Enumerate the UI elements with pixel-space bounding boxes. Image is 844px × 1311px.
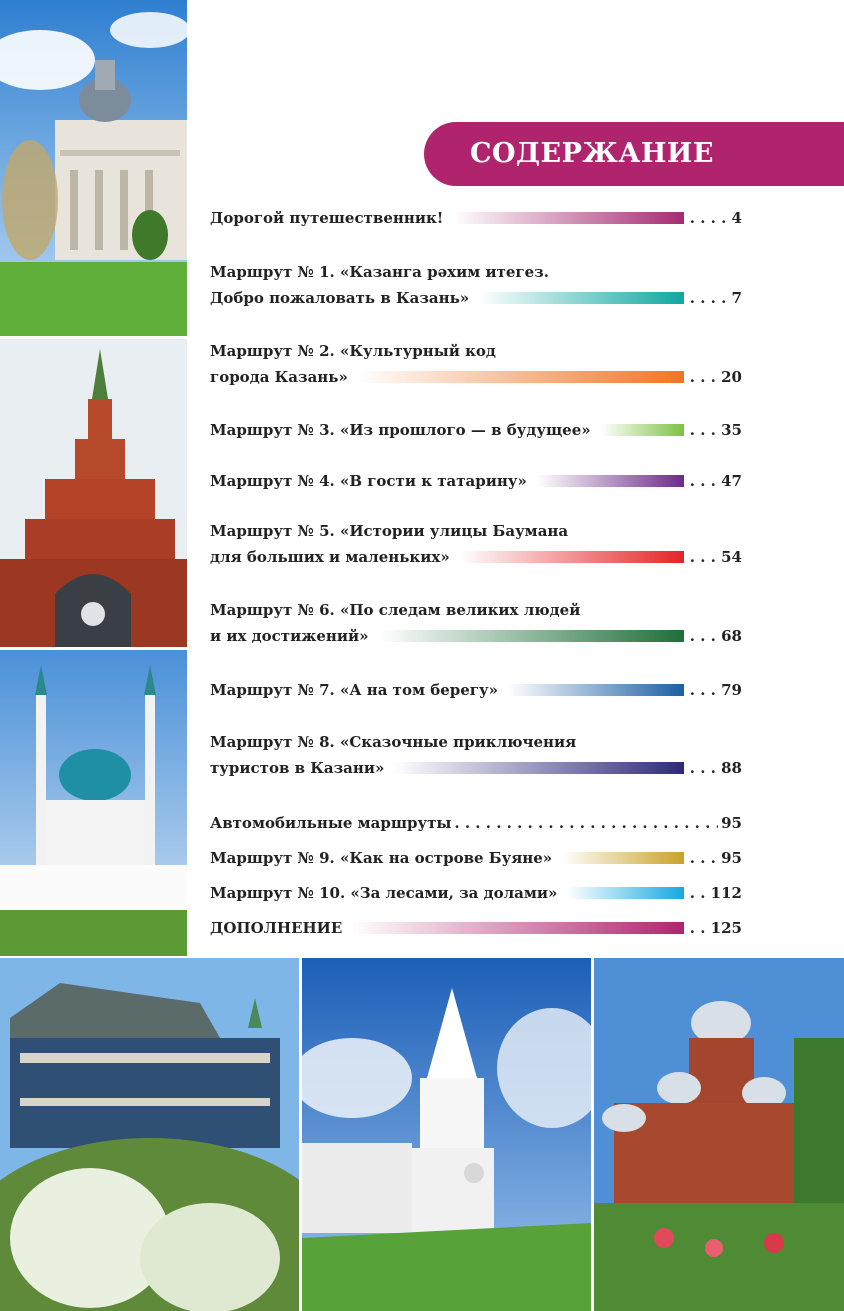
toc-entry[interactable] [210,597,742,649]
toc-entry-text: Автомобильные маршруты [210,814,452,832]
toc-page-number: . . . 88 [689,759,742,777]
toc-leader-bar [453,212,683,224]
toc-entry-text: для больших и маленьких» [210,548,450,566]
toc-page-number: . . . 79 [689,681,742,699]
toc-entry-text: города Казань» [210,368,348,386]
photo-spasskaya-tower [302,958,591,1311]
toc-leader-bar [460,551,684,563]
toc-entry-text: Добро пожаловать в Казань» [210,289,470,307]
toc-leader-bar [479,292,684,304]
toc-page-number: . . 112 [689,884,742,902]
toc-page-number: . . . . 4 [689,209,742,227]
toc-entry-text: Маршрут № 9. «Как на острове Буяне» [210,849,553,867]
toc-entry[interactable] [210,810,742,836]
toc-leader-bar [352,922,684,934]
toc-leader-bar [562,852,684,864]
toc-entry-text: Маршрут № 6. «По следам великих людей [210,601,581,619]
toc-leader-bar [508,684,684,696]
toc-entry-text: Дорогой путешественник! [210,209,444,227]
toc-leader-bar [567,887,683,899]
photo-agriculture-palace [0,0,187,336]
toc-entry[interactable] [210,729,742,781]
toc-entry[interactable] [210,518,742,570]
toc-page-number: . . . 47 [689,472,742,490]
toc-leader-dots [454,810,718,836]
toc-page-number: . . . 35 [689,421,742,439]
toc-page-number: . . . . 7 [689,289,742,307]
toc-leader-bar [358,371,684,383]
toc-leader-bar [394,762,683,774]
toc-entry-text: Маршрут № 5. «Истории улицы Баумана [210,522,569,540]
toc-entry[interactable] [210,915,742,941]
toc-entry[interactable] [210,417,742,443]
toc-entry-text: туристов в Казани» [210,759,385,777]
page-title: СОДЕРЖАНИЕ [470,138,714,169]
toc-page-number: . . . 68 [689,627,742,645]
photo-cathedral [594,958,844,1311]
photo-soyembika-tower [0,339,187,647]
photo-wooden-house [0,958,299,1311]
toc-leader-bar [379,630,684,642]
toc-entry[interactable] [210,468,742,494]
toc-page-number: 95 [721,814,742,832]
toc-entry[interactable] [210,880,742,906]
toc-entry-text: Маршрут № 10. «За лесами, за долами» [210,884,558,902]
title-banner [424,122,844,186]
toc-page-number: . . . 54 [689,548,742,566]
toc-leader-bar [537,475,684,487]
toc-entry[interactable] [210,338,742,390]
toc-entry[interactable] [210,677,742,703]
photo-kul-sharif-mosque [0,650,187,956]
toc-page-number: . . . 95 [689,849,742,867]
toc-entry[interactable] [210,845,742,871]
toc-entry-text: Маршрут № 7. «А на том берегу» [210,681,498,699]
toc-page-number: . . 125 [689,919,742,937]
toc-page-number: . . . 20 [689,368,742,386]
toc-entry-text: Маршрут № 2. «Культурный код [210,342,496,360]
toc-entry-text: Маршрут № 4. «В гости к татарину» [210,472,527,490]
toc-entry-text: Маршрут № 3. «Из прошлого — в будущее» [210,421,591,439]
toc-leader-bar [601,424,684,436]
toc-entry-text: ДОПОЛНЕНИЕ [210,919,343,937]
toc-entry-text: Маршрут № 8. «Сказочные приключения [210,733,577,751]
toc-entry[interactable] [210,205,742,231]
toc-entry[interactable] [210,259,742,311]
toc-entry-text: Маршрут № 1. «Казанга рәхим итегез. [210,263,549,281]
toc-entry-text: и их достижений» [210,627,369,645]
